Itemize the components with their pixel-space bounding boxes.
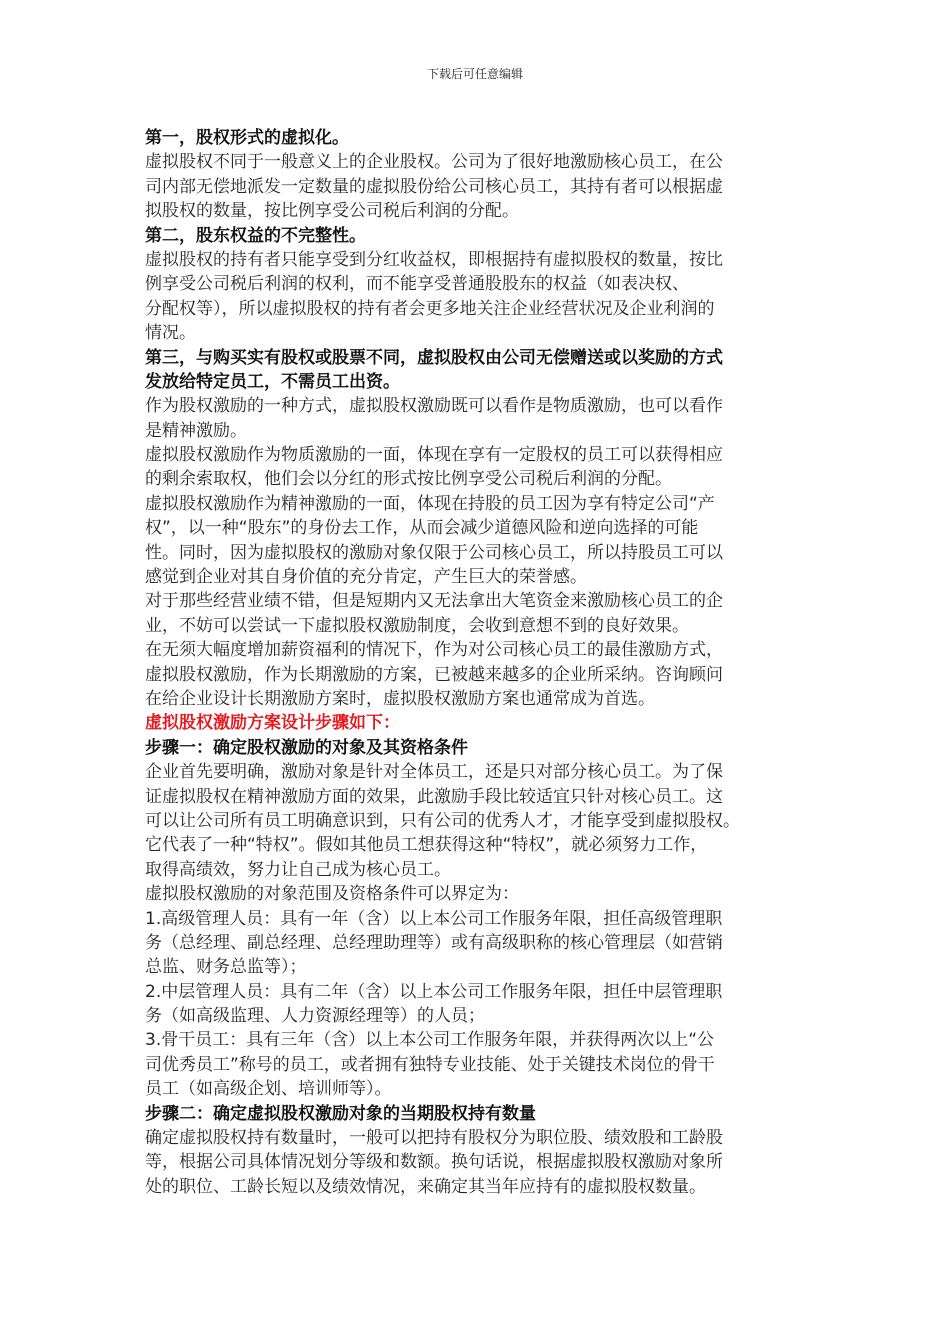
text-line: 性。同时，因为虚拟股权的激励对象仅限于公司核心员工，所以持股员工可以 [145, 542, 723, 563]
text-line: 感觉到企业对其自身价值的充分肯定，产生巨大的荣誉感。 [145, 567, 587, 588]
text-line: 务（如高级监理、人力资源经理等）的人员； [145, 1006, 485, 1027]
text-line: 虚拟股权激励作为物质激励的一面，体现在享有一定股权的员工可以获得相应 [145, 445, 723, 466]
text-line: 在无须大幅度增加薪资福利的情况下，作为对公司核心员工的最佳激励方式， [145, 640, 723, 661]
text-line: 拟股权的数量，按比例享受公司税后利润的分配。 [145, 201, 519, 222]
text-line: 虚拟股权激励作为精神激励的一面，体现在持股的员工因为享有特定公司“产 [145, 493, 715, 514]
text-line: 虚拟股权激励，作为长期激励的方案，已被越来越多的企业所采纳。咨询顾问 [145, 664, 723, 685]
text-line: 取得高绩效，努力让自己成为核心员工。 [145, 859, 451, 880]
text-line: 作为股权激励的一种方式，虚拟股权激励既可以看作是物质激励，也可以看作 [145, 396, 723, 417]
section-heading: 步骤二：确定虚拟股权激励对象的当期股权持有数量 [145, 1103, 536, 1124]
text-line: 证虚拟股权在精神激励方面的效果，此激励手段比较适宜只针对核心员工。这 [145, 786, 723, 807]
text-line: 例享受公司税后利润的权利，而不能享受普通股股东的权益（如表决权、 [145, 274, 689, 295]
text-line: 员工（如高级企划、培训师等）。 [145, 1079, 392, 1100]
section-heading: 发放给特定员工，不需员工出资。 [145, 371, 400, 392]
text-line: 务（总经理、副总经理、总经理助理等）或有高级职称的核心管理层（如营销 [145, 932, 723, 953]
text-line: 在给企业设计长期激励方案时，虚拟股权激励方案也通常成为首选。 [145, 688, 655, 709]
text-line: 1.高级管理人员：具有一年（含）以上本公司工作服务年限，担任高级管理职 [145, 908, 723, 929]
text-line: 处的职位、工龄长短以及绩效情况，来确定其当年应持有的虚拟股权数量。 [145, 1176, 706, 1197]
section-heading: 第三，与购买实有股权或股票不同，虚拟股权由公司无偿赠送或以奖励的方式 [145, 347, 723, 368]
text-line: 总监、财务总监等）； [145, 957, 307, 978]
section-heading: 第一，股权形式的虚拟化。 [145, 128, 349, 148]
text-line: 它代表了一种“特权”。假如其他员工想获得这种“特权”，就必须努力工作， [145, 835, 708, 856]
text-line: 的剩余索取权，他们会以分红的形式按比例享受公司税后利润的分配。 [145, 469, 672, 490]
text-line: 可以让公司所有员工明确意识到，只有公司的优秀人才，才能享受到虚拟股权。 [145, 810, 740, 831]
text-line: 虚拟股权激励的对象范围及资格条件可以界定为： [145, 884, 519, 905]
text-line: 等，根据公司具体情况划分等级和数额。换句话说，根据虚拟股权激励对象所 [145, 1152, 723, 1173]
section-heading: 步骤一：确定股权激励的对象及其资格条件 [145, 737, 468, 758]
text-line: 业，不妨可以尝试一下虚拟股权激励制度，会收到意想不到的良好效果。 [145, 615, 689, 636]
page-header: 下载后可任意编辑 [426, 67, 523, 81]
highlight-heading: 虚拟股权激励方案设计步骤如下： [145, 713, 400, 734]
text-line: 2.中层管理人员：具有二年（含）以上本公司工作服务年限，担任中层管理职 [145, 981, 723, 1002]
text-line: 分配权等），所以虚拟股权的持有者会更多地关注企业经营状况及企业利润的 [145, 298, 715, 319]
text-line: 企业首先要明确，激励对象是针对全体员工，还是只对部分核心员工。为了保 [145, 762, 723, 783]
text-line: 虚拟股权的持有者只能享受到分红收益权，即根据持有虚拟股权的数量，按比 [145, 249, 723, 270]
text-line: 权”，以一种“股东”的身份去工作，从而会减少道德风险和逆向选择的可能 [145, 518, 699, 539]
text-line: 情况。 [145, 323, 196, 344]
document-body [145, 126, 805, 1199]
text-line: 是精神激励。 [145, 420, 247, 441]
text-line: 确定虚拟股权持有数量时，一般可以把持有股权分为职位股、绩效股和工龄股 [145, 1128, 723, 1149]
text-line: 虚拟股权不同于一般意义上的企业股权。公司为了很好地激励核心员工，在公 [145, 152, 723, 173]
section-heading: 第二，股东权益的不完整性。 [145, 225, 366, 246]
text-line: 司内部无偿地派发一定数量的虚拟股份给公司核心员工，其持有者可以根据虚 [145, 176, 723, 197]
text-line: 司优秀员工”称号的员工，或者拥有独特专业技能、处于关键技术岗位的骨干 [145, 1054, 715, 1075]
text-line: 3.骨干员工：具有三年（含）以上本公司工作服务年限，并获得两次以上“公 [145, 1030, 715, 1051]
text-line: 对于那些经营业绩不错，但是短期内又无法拿出大笔资金来激励核心员工的企 [145, 591, 723, 612]
